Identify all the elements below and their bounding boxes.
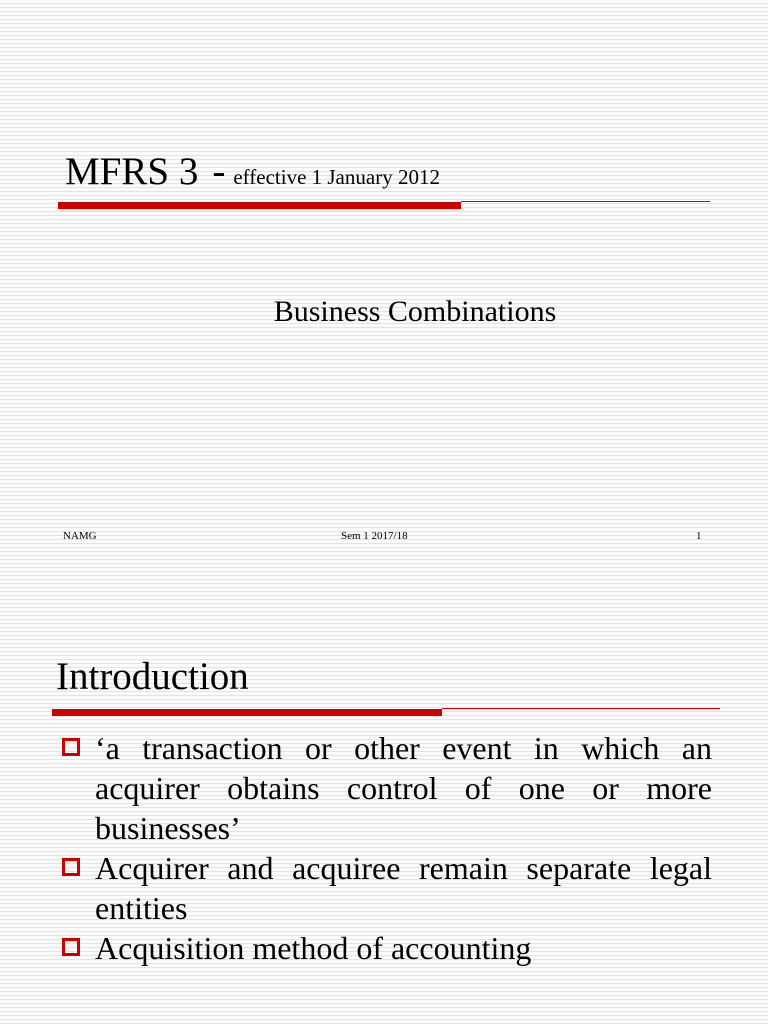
title-underline-thick <box>58 202 461 209</box>
slide-2 <box>0 600 768 1024</box>
title-effective-date: effective 1 January 2012 <box>233 165 440 189</box>
title-underline-thin <box>442 708 720 709</box>
slide-title: Introduction <box>56 655 249 698</box>
bullet-text: ‘a transaction or other event in which an acquirer obtains control of one or more businesses’ <box>95 730 712 846</box>
bullet-item <box>60 848 712 928</box>
slide-subtitle: Business Combinations <box>273 295 557 328</box>
footer-page-number: 1 <box>696 530 702 542</box>
title-underline-thick <box>52 709 442 716</box>
bullet-text: Acquirer and acquiree remain separate legal entities <box>95 850 712 926</box>
bullet-text: Acquisition method of accounting <box>95 930 532 966</box>
slide-title: MFRS 3 <box>65 150 199 193</box>
footer-semester: Sem 1 2017/18 <box>341 530 408 542</box>
bullet-item <box>60 928 712 968</box>
hollow-square-icon <box>62 858 80 876</box>
slide-title-row <box>65 152 440 191</box>
title-underline-thin <box>461 201 710 202</box>
title-separator: - <box>212 150 226 193</box>
hollow-square-icon <box>62 938 80 956</box>
bullet-list <box>60 728 712 968</box>
bullet-item <box>60 728 712 848</box>
hollow-square-icon <box>62 738 80 756</box>
footer-author: NAMG <box>63 530 97 542</box>
